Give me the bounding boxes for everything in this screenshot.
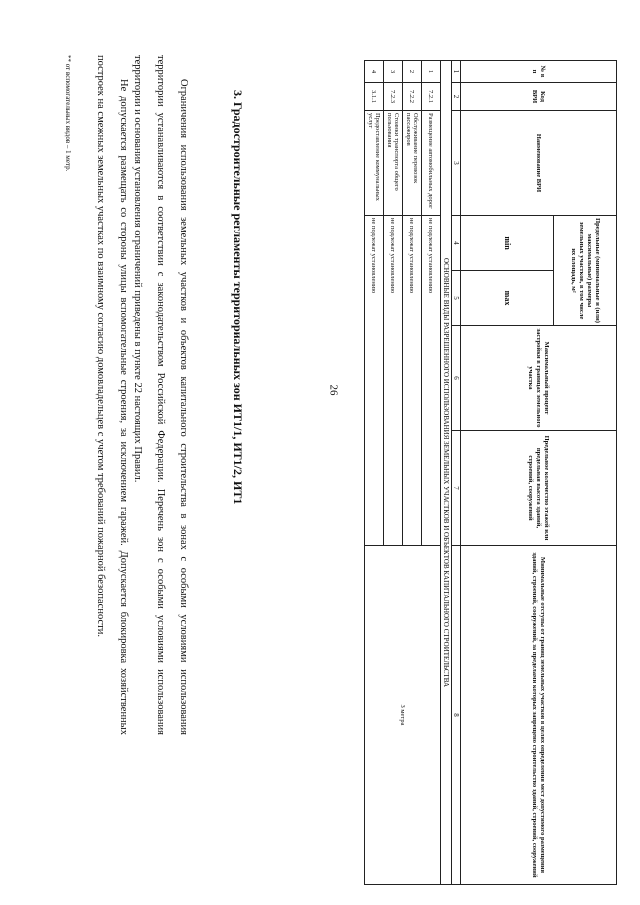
row-value: не подлежат установлению <box>403 216 422 546</box>
section-row <box>441 61 452 885</box>
section-heading: 3. Градостроительные регламенты территориальных зон ИТ1/1, ИТ1/2, ИТ1 <box>231 90 245 505</box>
setback-value: 3 метра <box>365 546 441 885</box>
table-header-row <box>554 61 617 885</box>
row-code: 7.2.3 <box>384 83 403 111</box>
col-number: 3 <box>452 111 461 216</box>
header-name: Наименование ВРИ <box>461 111 617 216</box>
row-code: 3.1.1 <box>365 83 384 111</box>
column-numbers-row <box>452 61 461 885</box>
col-number: 1 <box>452 61 461 83</box>
paragraph-restrictions: Ограничения использования земельных участков и объектов капитального строительства в зонах с особыми условиями использования территории устанавливаются в соответствии с законодательством Российской Федерации. Перечень зон с особыми условиями использования территории и основания установления ограничений приведены в пункте 22 настоящих Правил. <box>132 55 189 735</box>
row-code: 7.2.2 <box>403 83 422 111</box>
footnote: ** от вспомогательных видов – 1 метр. <box>64 55 72 172</box>
col-number: 6 <box>452 326 461 431</box>
section-title: ОСНОВНЫЕ ВИДЫ РАЗРЕШЕННОГО ИСПОЛЬЗОВАНИЯ ЗЕМЕЛЬНЫХ УЧАСТКОВ И ОБЪЕКТОВ КАПИТАЛЬНОГО СТРОИТЕЛЬСТВА <box>441 61 452 885</box>
row-code: 7.2.1 <box>422 83 441 111</box>
col-number: 2 <box>452 83 461 111</box>
row-name: Предоставление коммунальных услуг <box>365 111 384 216</box>
paragraph-outbuildings: Не допускается размещать со стороны улицы вспомогательные строения, за исключением гаражей. Допускается блокировка хозяйственных построек на смежных земельных участках по взаимному согласию домовладельцев с учетом требований пожарной безопасности. <box>95 55 129 735</box>
row-num: 4 <box>365 61 384 83</box>
header-num: № в п <box>461 61 617 83</box>
row-name: Стоянки транспорта общего пользования <box>384 111 403 216</box>
row-num: 3 <box>384 61 403 83</box>
row-name: Обслуживание перевозок пассажиров <box>403 111 422 216</box>
header-setback: Минимальные отступы от границ земельных участков в целях определения мест допустимого размещения зданий, строений, сооружений, за пределами которых запрещено строительство зданий, строений, сооружений <box>461 546 617 885</box>
row-name: Размещение автомобильных дорог <box>422 111 441 216</box>
regulations-table <box>364 60 617 885</box>
row-value: не подлежат установлению <box>365 216 384 546</box>
row-value: не подлежат установлению <box>422 216 441 546</box>
row-num: 1 <box>422 61 441 83</box>
table-row <box>422 61 441 885</box>
col-number: 7 <box>452 431 461 546</box>
header-code: Код ВРИ <box>461 83 617 111</box>
col-number: 8 <box>452 546 461 885</box>
row-value: не подлежат установлению <box>384 216 403 546</box>
header-percent: Максимальный процент застройки в границах земельного участка <box>461 326 617 431</box>
col-number: 5 <box>452 271 461 326</box>
header-floors: Предельное количество этажей или предельная высота зданий, строений, сооружений <box>461 431 617 546</box>
header-min: min <box>461 216 554 271</box>
col-number: 4 <box>452 216 461 271</box>
header-size: Предельные (минимальные и (или) максимальные) размеры земельных участков, в том числе их площадь, м² <box>554 216 617 326</box>
header-max: max <box>461 271 554 326</box>
row-num: 2 <box>403 61 422 83</box>
page-number: 26 <box>327 384 340 396</box>
